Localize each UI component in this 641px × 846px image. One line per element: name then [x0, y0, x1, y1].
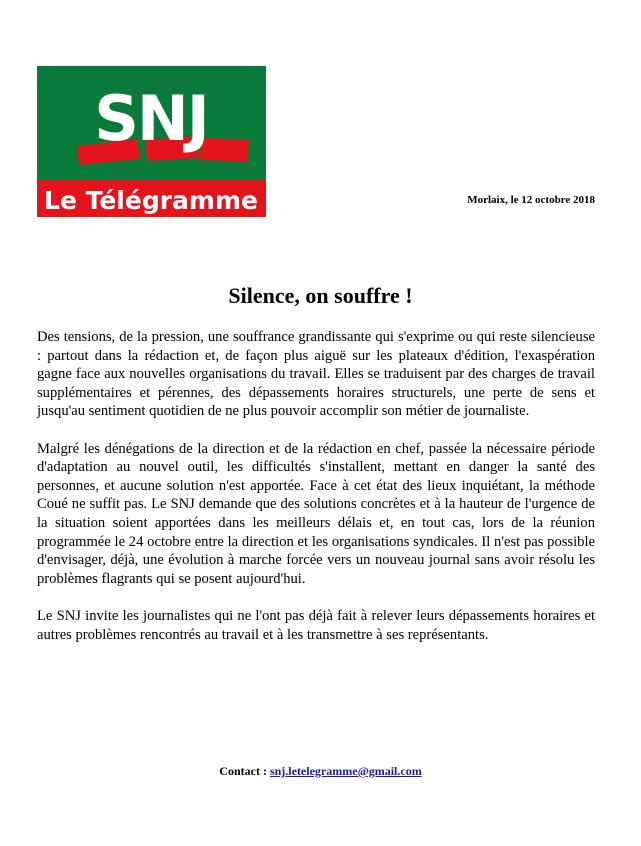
- svg-text:SNJ: SNJ: [94, 82, 208, 155]
- snj-le-telegramme-logo: [37, 66, 266, 217]
- body-paragraph: Malgré les dénégations de la direction et de la rédaction en chef, passée la nécessaire période d'adaptation au nouvel outil, les difficultés s'installent, mettant en danger la santé des personnes, et aucune solution n'est apportée. Face à cet état des lieux inquiétant, la méthode Coué ne suffit pas. Le SNJ demande que des solutions concrètes et à la hauteur de l'urgence de la situation soient apportées dans les meilleurs délais et, en tout cas, lors de la réunion programmée le 24 octobre entre la direction et les organisations syndicales. Il n'est pas possible d'envisager, déjà, une évolution à marche forcée vers un nouveau journal sans avoir résolu les problèmes flagrants qui se posent aujourd'hui.: [37, 440, 595, 587]
- svg-text:Le Télégramme: Le Télégramme: [44, 186, 258, 215]
- document-title: Silence, on souffre !: [228, 283, 413, 308]
- contact-label: Contact :: [219, 764, 267, 778]
- body-paragraph: Des tensions, de la pression, une souffrance grandissante qui s'exprime ou qui reste silencieuse : partout dans la rédaction et, de façon plus aiguë sur les plateaux d'édition, l'exaspération gagne face aux nouvelles organisations du travail. Elles se traduisent par des charges de travail supplémentaires et pérennes, des dépassements horaires structurels, une perte de sens et jusqu'au sentiment quotidien de ne plus pouvoir accomplir son métier de journaliste.: [37, 329, 595, 420]
- contact-line: [0, 764, 641, 779]
- body-paragraph: Le SNJ invite les journalistes qui ne l'ont pas déjà fait à relever leurs dépassements horaires et autres problèmes rencontrés au travail et à les transmettre à ses représentants.: [37, 607, 595, 643]
- contact-email-link[interactable]: snj.letelegramme@gmail.com: [269, 764, 422, 778]
- document-body: [37, 328, 595, 663]
- date-location: Morlaix, le 12 octobre 2018: [467, 194, 595, 206]
